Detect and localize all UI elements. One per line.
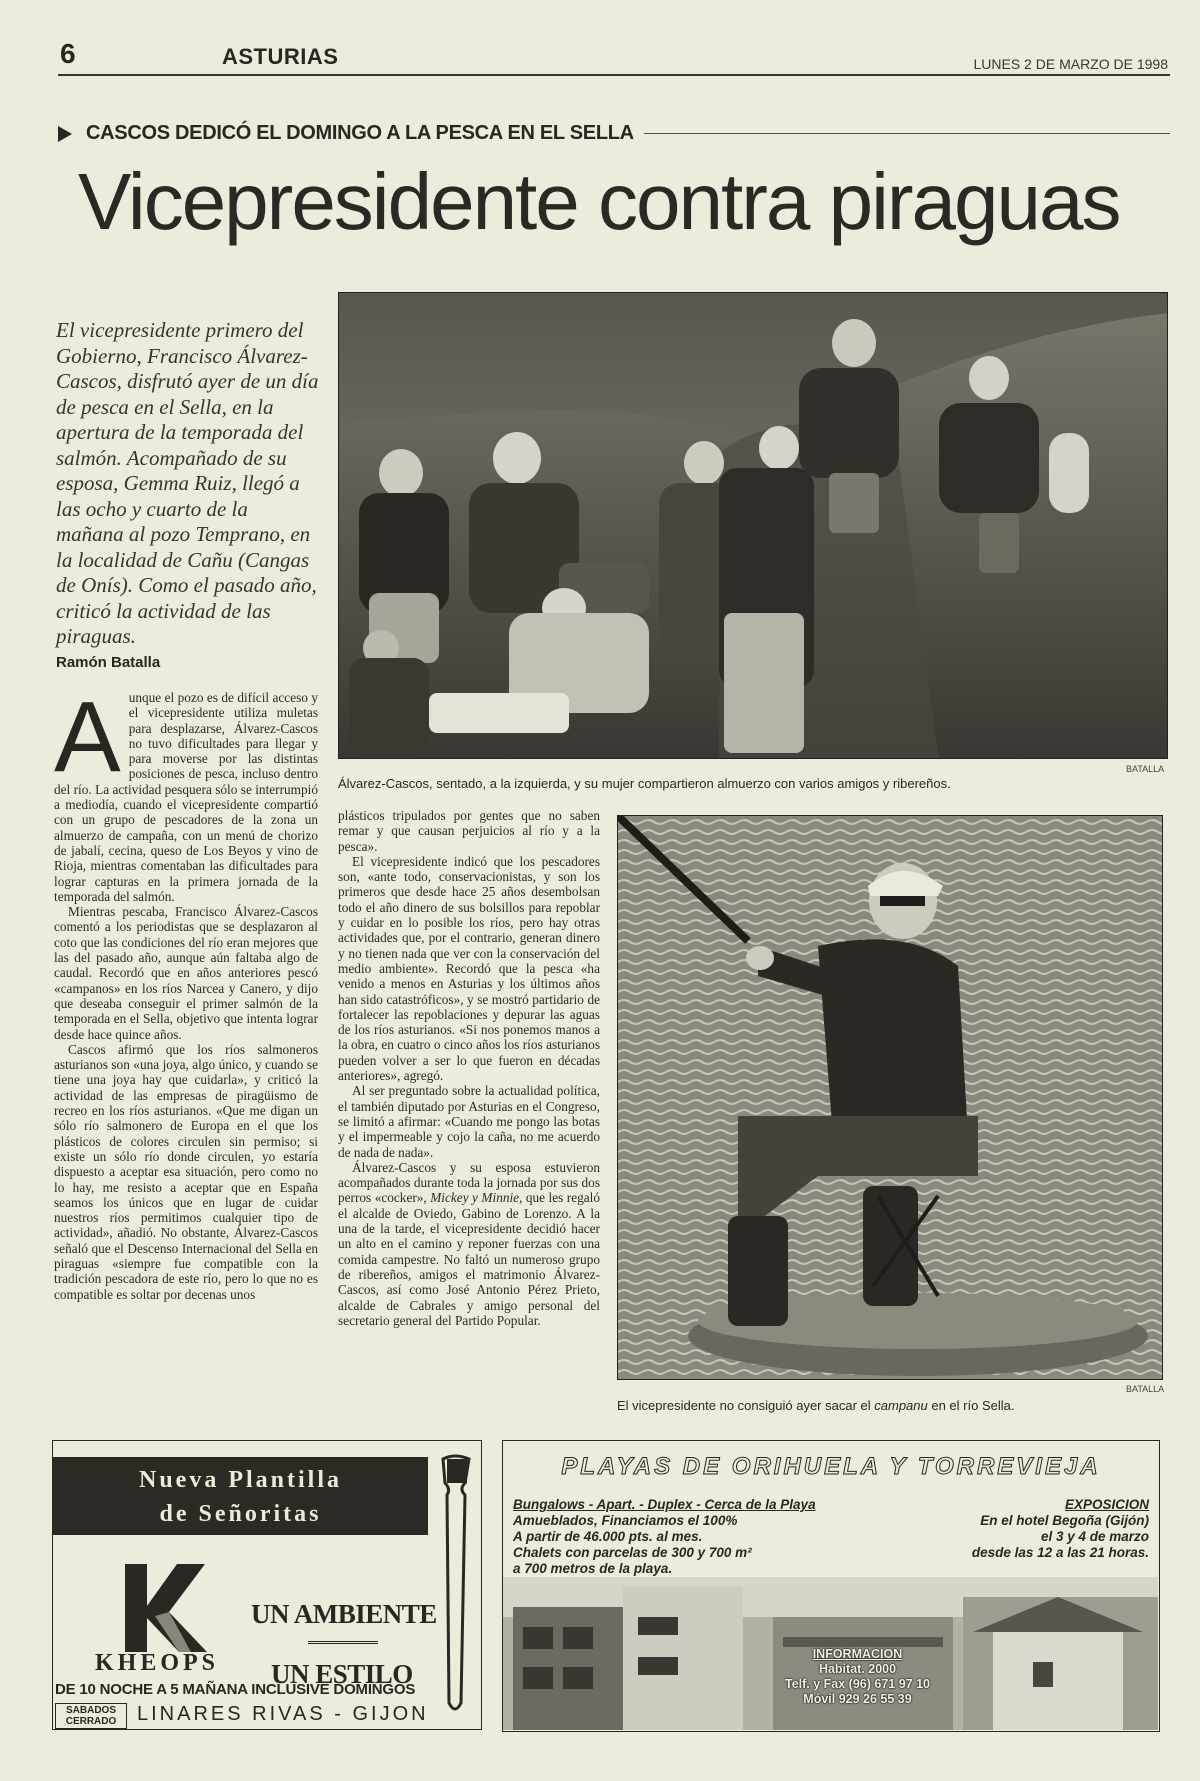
offer-line-3: A partir de 46.000 pts. al mes. <box>513 1529 703 1544</box>
body-paragraph-text: unque el pozo es de difícil acceso y el vicepresidente utiliza muletas para desplazarse, Álvarez-Cascos no tuvo dificultades para llegar y para moverse por las distintas posiciones de pesca, incluso dentro del río. La actividad pesquera sólo se interrumpió a mediodía, cuando el vicepresidente compartió con un grupo de pescadores de la zona un almuerzo de campaña, con un menú de chorizo de jabalí, cecina, queso de Los Beyos y vino de Rioja, mientras comentaban las dificultades para lograr capturas en la primera jornada de la temporada del salmón. <box>54 690 318 904</box>
photo2-caption <box>617 1398 1014 1413</box>
offer-line-5: a 700 metros de la playa. <box>513 1561 673 1576</box>
photo-fishing-image <box>618 816 1163 1380</box>
banner-line-1: Nueva Plantilla <box>138 1467 342 1493</box>
body-paragraph: Mientras pescaba, Francisco Álvarez-Cascos comentó a los periodistas que se desplazaron al coto que las condiciones del río eran mejores que las del pasado año, aunque aún faltaba algo de caudal. Recordó que en años anteriores pescó «campanos» en los ríos Narcea y Canero, y dijo que deseaba conseguir el primer salmón de la temporada en el Sella, objetivo que intenta lograr desde hace quince años. <box>54 904 318 1042</box>
slogan-1: UN AMBIENTE <box>251 1599 437 1629</box>
headline: Vicepresidente contra piraguas <box>78 157 1120 246</box>
article-column-1 <box>54 681 318 1302</box>
info-line-2: Habitat. 2000 <box>818 1662 897 1676</box>
slogan-divider <box>308 1641 378 1644</box>
photo-group-lunch <box>338 292 1168 759</box>
photo-group-lunch-image <box>339 293 1168 759</box>
closed-line-2: CERRADO <box>65 1716 117 1727</box>
dog-names: Mickey y Minnie <box>430 1190 520 1206</box>
header-rule <box>58 74 1170 76</box>
exhibition-line-4: desde las 12 a las 21 horas. <box>971 1545 1149 1560</box>
ad-playas[interactable] <box>502 1440 1160 1732</box>
shoehorn-icon <box>435 1453 475 1723</box>
issue-date: LUNES 2 DE MARZO DE 1998 <box>973 56 1168 72</box>
photo2-caption-text-b: en el río Sella. <box>927 1398 1015 1413</box>
photo1-credit: BATALLA <box>1126 764 1165 774</box>
drop-cap: A <box>54 681 121 793</box>
slogan-2: UN ESTILO <box>271 1659 413 1689</box>
body-paragraph <box>338 1160 600 1328</box>
info-mobile: Móvil 929 26 55 39 <box>803 1692 912 1706</box>
opening-hours: DE 10 NOCHE A 5 MAÑANA INCLUSIVE DOMINGOS <box>55 1681 416 1698</box>
ad-kheops-banner <box>53 1457 428 1535</box>
closed-box <box>55 1703 127 1729</box>
offer-line-2: Amueblados, Financiamos el 100% <box>513 1513 738 1528</box>
photo2-caption-em: campanu <box>874 1398 928 1413</box>
exhibition-line-1: EXPOSICION <box>1064 1497 1149 1512</box>
ad-playas-offers <box>513 1497 816 1577</box>
ad-kheops[interactable] <box>52 1440 482 1730</box>
article-lead: El vicepresidente primero del Gobierno, Francisco Álvarez-Cascos, disfrutó ayer de un día de pesca en el Sella, en la apertura de la temporada del salmón. Acompañado de su esposa, Gemma Ruiz, llegó a las ocho y cuarto de la mañana al pozo Temprano, en la localidad de Cañu (Cangas de Onís). Como el pasado año, criticó la actividad de las piraguas. <box>56 318 319 648</box>
offer-line-1: Bungalows - Apart. - Duplex - Cerca de la Playa <box>513 1497 816 1512</box>
ad-playas-exhibition <box>972 1497 1149 1561</box>
article-column-2 <box>338 808 600 1328</box>
body-text-b: , que les regaló el alcalde de Oviedo, Gabino de Lorenzo. A la una de la tarde, el vicepresidente decidió hacer un alto en el camino y reponer fuerzas con una comida campestre. No faltó un numeroso grupo de ribereños, amigos el matrimonio Álvarez-Cascos, así como José Antonio Pérez Prieto, alcalde de Cabrales y amigo personal del secretario general del Partido Popular. <box>338 1190 600 1328</box>
body-text-a: Álvarez-Cascos y su esposa estuvieron acompañados durante toda la jornada por sus dos perros «cocker», <box>338 1159 600 1206</box>
body-paragraph: Al ser preguntado sobre la actualidad política, el también diputado por Asturias en el Congreso, se limitó a afirmar: «Cuando me pongo las botas y el impermeable y cojo la caña, no me acuerdo de nada de nada». <box>338 1083 600 1160</box>
photo2-credit: BATALLA <box>1126 1384 1165 1394</box>
photo1-caption: Álvarez-Cascos, sentado, a la izquierda, y su mujer compartieron almuerzo con varios amigos y ribereños. <box>338 776 951 791</box>
exhibition-line-3: el 3 y 4 de marzo <box>1040 1529 1149 1544</box>
ad-playas-title: PLAYAS DE ORIHUELA Y TORREVIEJA <box>561 1453 1101 1480</box>
closed-line-1: SABADOS <box>65 1705 116 1716</box>
photo-fishing-vicepresident <box>617 815 1163 1380</box>
kheops-brand: KHEOPS <box>95 1650 220 1676</box>
kheops-logo <box>95 1556 235 1681</box>
kicker <box>58 122 1170 145</box>
photo2-caption-text-a: El vicepresidente no consiguió ayer sacar el <box>617 1398 875 1413</box>
offer-line-4: Chalets con parcelas de 300 y 700 m² <box>513 1545 752 1560</box>
exhibition-line-2: En el hotel Begoña (Gijón) <box>980 1513 1149 1528</box>
page-number: 6 <box>60 38 76 69</box>
section-title: ASTURIAS <box>222 44 339 69</box>
kicker-rule <box>644 133 1170 134</box>
contact-info <box>785 1647 930 1707</box>
body-paragraph <box>54 681 318 904</box>
kicker-text: CASCOS DEDICÓ EL DOMINGO A LA PESCA EN EL SELLA <box>86 122 634 144</box>
address: LINARES RIVAS - GIJON <box>137 1703 429 1725</box>
info-phone: Telf. y Fax (96) 671 97 10 <box>785 1677 930 1691</box>
byline: Ramón Batalla <box>56 654 161 671</box>
info-line-1: INFORMACION <box>812 1647 903 1661</box>
triangle-bullet-icon <box>58 126 72 142</box>
body-paragraph: plásticos tripulados por gentes que no saben remar y que causan perjuicios al río y a la pesca». <box>338 808 600 854</box>
body-paragraph: Cascos afirmó que los ríos salmoneros asturianos son «una joya, algo único, y cuando se tiene una joya hay que cuidarla», y criticó la actividad de las empresas de piragüismo de recreo en los ríos asturianos. «Que me digan un sólo río salmonero de Europa en el que los plásticos de colores circulen sin permiso; si existe un sólo río donde circulen, yo estaría dispuesto a aceptar esa situación, pero como no lo hay, me resisto a aceptar que en España seamos los únicos que en lugar de cuidar nuestros ríos permitimos cualquier tipo de actividad», añadió. No obstante, Álvarez-Cascos señaló que el Descenso Internacional del Sella en piraguas «siempre fue compatible con la tradición pescadora de este río, pero lo que no es compatible es soltar por decenas unos <box>54 1041 318 1302</box>
banner-line-2: de Señoritas <box>159 1501 322 1527</box>
body-paragraph: El vicepresidente indicó que los pescadores son, «ante todo, conservacionistas, y son los primeros que desde hace 25 años desembolsan todo el año dinero de sus bolsillos para repoblar y cuidar en lo posible los ríos, pero hay otras actividades que, por el contrario, generan dinero y no tienen nada que ver con la conservación del medio ambiente». Recordó que la pesca «ha venido a menos en Asturias y los últimos años han sido catastróficos», y se mostró partidario de fortalecer las repoblaciones y depurar las aguas de los ríos asturianos. «Si nos ponemos manos a la obra, en cuatro o cinco años los ríos asturianos pueden volver a ser lo que fueron en décadas anteriores», agregó. <box>338 853 600 1084</box>
